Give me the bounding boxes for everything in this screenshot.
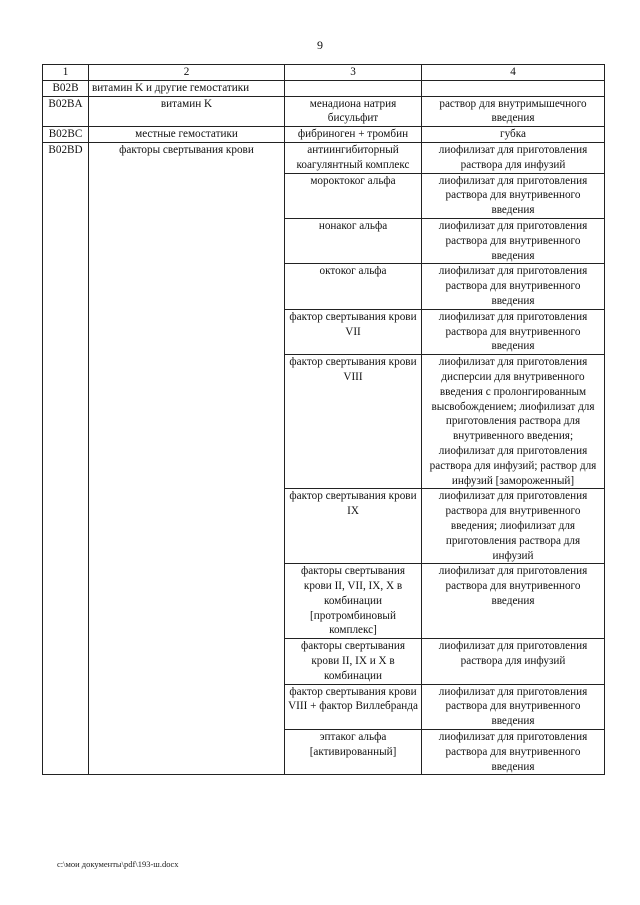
dosage-form: лиофилизат для приготовления раствора для внутривенного введения (422, 564, 605, 639)
atc-code: B02B (43, 80, 89, 96)
page-number: 9 (317, 38, 323, 52)
dosage-form: губка (422, 127, 605, 143)
dosage-form: лиофилизат для приготовления раствора для внутривенного введения (422, 730, 605, 775)
drug-name: фактор свертывания крови VIII + фактор Виллебранда (285, 684, 422, 729)
atc-code: B02BA (43, 96, 89, 127)
atc-group-name: факторы свертывания крови (89, 142, 285, 774)
atc-group-name: местные гемостатики (89, 127, 285, 143)
table-header-row (43, 65, 605, 81)
dosage-form: лиофилизат для приготовления раствора для внутривенного введения (422, 218, 605, 263)
dosage-form: лиофилизат для приготовления раствора для инфузий (422, 142, 605, 173)
drug-name (285, 80, 422, 96)
atc-code: B02BD (43, 142, 89, 774)
drug-table (42, 64, 605, 775)
drug-name: фактор свертывания крови IX (285, 489, 422, 564)
drug-name: факторы свертывания крови II, IX и X в комбинации (285, 639, 422, 684)
drug-name: факторы свертывания крови II, VII, IX, X в комбинации [протромбиновый комплекс] (285, 564, 422, 639)
dosage-form: раствор для внутримышечного введения (422, 96, 605, 127)
header-col-3: 3 (285, 65, 422, 81)
atc-group-name: витамин K и другие гемостатики (89, 80, 285, 96)
table-row (43, 142, 605, 173)
dosage-form: лиофилизат для приготовления раствора для внутривенного введения (422, 684, 605, 729)
table-row (43, 127, 605, 143)
drug-name: мороктоког альфа (285, 173, 422, 218)
dosage-form (422, 80, 605, 96)
drug-name: менадиона натрия бисульфит (285, 96, 422, 127)
header-col-1: 1 (43, 65, 89, 81)
header-col-2: 2 (89, 65, 285, 81)
drug-name: фибриноген + тромбин (285, 127, 422, 143)
file-path-footer: c:\мои документы\pdf\193-ш.docx (57, 859, 179, 869)
drug-name: фактор свертывания крови VII (285, 309, 422, 354)
drug-name: нонаког альфа (285, 218, 422, 263)
dosage-form: лиофилизат для приготовления раствора для внутривенного введения (422, 173, 605, 218)
drug-name: эптаког альфа [активированный] (285, 730, 422, 775)
dosage-form: лиофилизат для приготовления дисперсии для внутривенного введения с пролонгированным высвобождением; лиофилизат для приготовления раствора для внутривенного введения; лиофилизат для приготовления раствора для инфузий; раствор для инфузий [замороженный] (422, 355, 605, 489)
header-col-4: 4 (422, 65, 605, 81)
atc-group-name: витамин K (89, 96, 285, 127)
table-row (43, 96, 605, 127)
drug-name: антиингибиторный коагулянтный комплекс (285, 142, 422, 173)
dosage-form: лиофилизат для приготовления раствора для внутривенного введения (422, 309, 605, 354)
dosage-form: лиофилизат для приготовления раствора для внутривенного введения (422, 264, 605, 309)
table-row (43, 80, 605, 96)
dosage-form: лиофилизат для приготовления раствора для внутривенного введения; лиофилизат для приготовления раствора для инфузий (422, 489, 605, 564)
drug-name: октоког альфа (285, 264, 422, 309)
drug-name: фактор свертывания крови VIII (285, 355, 422, 489)
dosage-form: лиофилизат для приготовления раствора для инфузий (422, 639, 605, 684)
atc-code: B02BC (43, 127, 89, 143)
